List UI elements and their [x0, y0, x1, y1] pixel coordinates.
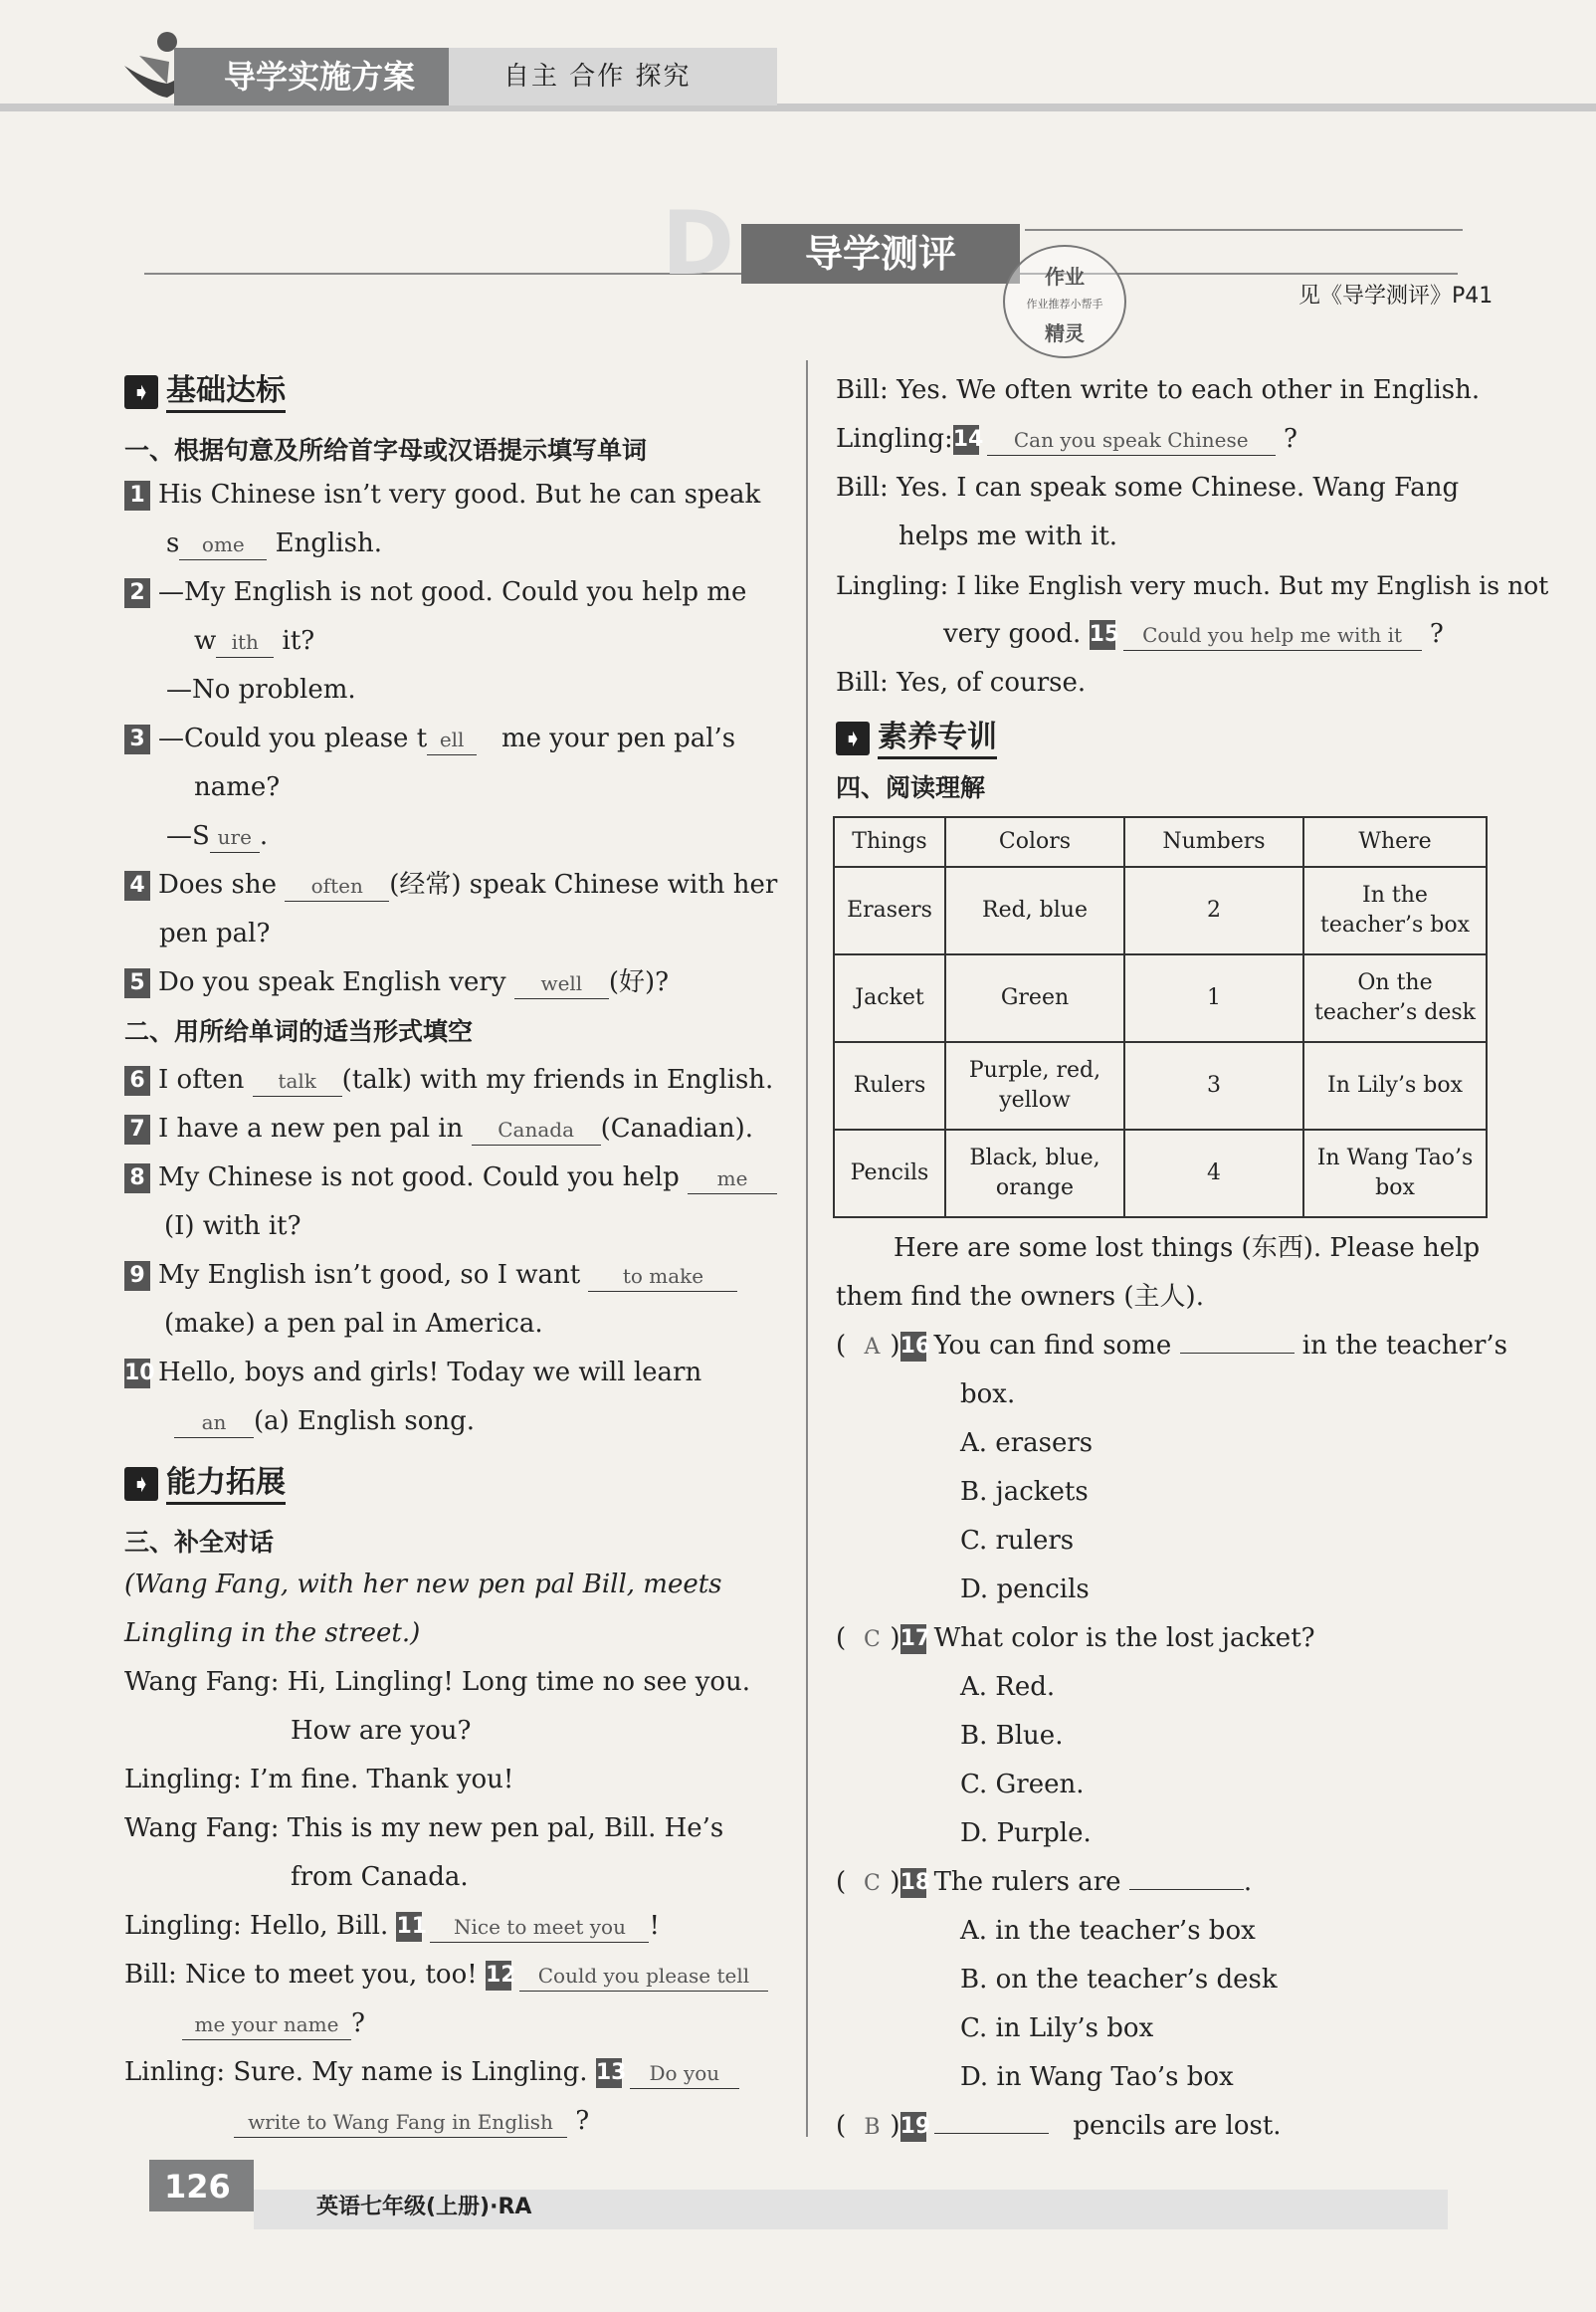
th-where: Where — [1303, 817, 1487, 867]
question-2-reply: —No problem. — [166, 675, 356, 705]
question-16-cont: box. — [960, 1379, 1016, 1409]
question-2: 2 —My English is not good. Could you help me — [124, 568, 746, 617]
question-5: 5 Do you speak English very well (好)? — [124, 958, 669, 1007]
table-header-row — [834, 817, 1487, 867]
dialog-line-5b: me your name ? — [182, 1999, 365, 2048]
header-title: 导学实施方案 — [174, 48, 449, 105]
reading-intro: Here are some lost things (东西). Please help — [894, 1233, 1481, 1263]
book-title: 英语七年级(上册)·RA — [316, 2195, 532, 2219]
page-number: 126 — [164, 2168, 231, 2206]
answer-1[interactable]: ome — [179, 529, 267, 560]
dialog-line-7: Bill: Yes. We often write to each other in English. — [836, 375, 1481, 405]
dialog-line-6: Linling: Sure. My name is Lingling. 13 Do you — [124, 2048, 739, 2097]
option[interactable]: C. rulers — [960, 1526, 1075, 1556]
question-3: 3 —Could you please t ell me your pen pal’s — [124, 715, 735, 763]
banner-letter: D — [662, 192, 735, 295]
dialog-intro-cont: Lingling in the street.) — [124, 1618, 421, 1648]
option[interactable]: C. Green. — [960, 1770, 1085, 1799]
answer-6[interactable]: talk — [253, 1066, 342, 1097]
option[interactable]: C. in Lily’s box — [960, 2013, 1154, 2043]
answer-19[interactable]: B — [864, 2115, 881, 2140]
table-row: Erasers Red, blue 2 In the teacher’s box — [834, 867, 1487, 954]
answer-13[interactable]: Do you — [630, 2058, 739, 2089]
answer-13b[interactable]: write to Wang Fang in English — [234, 2107, 567, 2138]
dialog-line-10b: very good. 15 Could you help me with it ? — [943, 619, 1444, 649]
th-numbers: Numbers — [1124, 817, 1303, 867]
option[interactable]: B. jackets — [960, 1477, 1089, 1507]
column-divider — [806, 360, 808, 2137]
option[interactable]: D. Purple. — [960, 1818, 1092, 1848]
option[interactable]: D. in Wang Tao’s box — [960, 2062, 1234, 2092]
answer-5[interactable]: well — [514, 968, 609, 999]
dialog-line-5: Bill: Nice to meet you, too! 12 Could you please tell — [124, 1951, 768, 1999]
option[interactable]: A. erasers — [960, 1428, 1094, 1458]
answer-2[interactable]: ith — [216, 627, 274, 658]
question-16: ( A )16 You can find some in the teacher’s — [836, 1322, 1507, 1371]
question-9-cont: (make) a pen pal in America. — [164, 1309, 543, 1339]
blank-18 — [1129, 1889, 1244, 1890]
answer-3[interactable]: ell — [427, 725, 477, 755]
arrow-icon: ➧ — [124, 375, 158, 409]
dialog-line-9: Bill: Yes. I can speak some Chinese. Wang Fang — [836, 473, 1460, 503]
reading-intro-cont: them find the owners (主人). — [836, 1282, 1204, 1312]
option[interactable]: A. Red. — [960, 1672, 1056, 1702]
dialog-intro: (Wang Fang, with her new pen pal Bill, meets — [124, 1570, 722, 1599]
header-tags: 自主 合作 探究 — [449, 48, 777, 105]
answer-7[interactable]: Canada — [472, 1115, 601, 1146]
answer-17[interactable]: C — [864, 1627, 881, 1652]
option[interactable]: B. Blue. — [960, 1721, 1064, 1751]
section-basic: ➧ 基础达标 — [124, 366, 286, 415]
part-1-heading: 一、根据句意及所给首字母或汉语提示填写单词 — [124, 436, 648, 465]
reference-note: 见《导学测评》P41 — [1298, 284, 1494, 309]
question-18: ( C )18 The rulers are . — [836, 1858, 1252, 1908]
dialog-line-10: Lingling: I like English very much. But my English is not — [836, 571, 1549, 600]
arrow-icon: ➧ — [836, 722, 870, 755]
question-17: ( C )17 What color is the lost jacket? — [836, 1614, 1315, 1664]
dialog-line-4: Lingling: Hello, Bill. 11 Nice to meet you ! — [124, 1911, 660, 1941]
question-7: 7 I have a new pen pal in Canada (Canadian). — [124, 1105, 753, 1154]
option[interactable]: B. on the teacher’s desk — [960, 1965, 1278, 1995]
dialog-line-9b: helps me with it. — [898, 522, 1118, 551]
answer-9[interactable]: to make — [588, 1261, 737, 1292]
stamp-logo: 作业 作业推荐小帮手 精灵 — [1003, 245, 1126, 358]
question-9: 9 My English isn’t good, so I want to make — [124, 1251, 737, 1300]
question-2-cont: w ith it? — [194, 626, 315, 656]
dialog-line-3: Wang Fang: This is my new pen pal, Bill. He’s — [124, 1813, 724, 1843]
banner-title: 导学测评 — [741, 224, 1020, 284]
question-1-cont: s ome English. — [166, 528, 382, 558]
part-3-heading: 三、补全对话 — [124, 1528, 275, 1557]
answer-8[interactable]: me — [688, 1163, 777, 1194]
answer-15[interactable]: Could you help me with it — [1123, 620, 1422, 651]
section-extend: ➧ 能力拓展 — [124, 1458, 286, 1507]
answer-16[interactable]: A — [864, 1335, 881, 1360]
answer-3b[interactable]: ure — [210, 822, 260, 853]
arrow-icon: ➧ — [124, 1467, 158, 1501]
option[interactable]: A. in the teacher’s box — [960, 1916, 1256, 1946]
question-8-cont: (I) with it? — [164, 1211, 301, 1241]
question-4-cont: pen pal? — [159, 919, 271, 948]
question-10-cont: an (a) English song. — [174, 1397, 475, 1446]
question-19: ( B )19 pencils are lost. — [836, 2102, 1282, 2152]
answer-11[interactable]: Nice to meet you — [430, 1912, 649, 1943]
table-row: Rulers Purple, red, yellow 3 In Lily’s box — [834, 1042, 1487, 1130]
answer-14[interactable]: Can you speak Chinese — [987, 425, 1276, 456]
answer-4[interactable]: often — [285, 871, 389, 902]
question-1: 1 His Chinese isn’t very good. But he can speak — [124, 471, 760, 520]
dialog-line-6b: write to Wang Fang in English ? — [234, 2097, 589, 2146]
question-8: 8 My Chinese is not good. Could you help me — [124, 1154, 777, 1202]
table-row: Pencils Black, blue, orange 4 In Wang Tao’s box — [834, 1130, 1487, 1217]
th-things: Things — [834, 817, 945, 867]
blank-19 — [934, 2133, 1049, 2134]
banner-rule-top — [1025, 229, 1463, 231]
part-4-heading: 四、阅读理解 — [836, 773, 986, 802]
answer-10[interactable]: an — [174, 1407, 254, 1438]
dialog-line-1: Wang Fang: Hi, Lingling! Long time no see you. — [124, 1667, 751, 1697]
answer-18[interactable]: C — [864, 1871, 881, 1896]
question-4: 4 Does she often (经常) speak Chinese with her — [124, 861, 777, 910]
dialog-line-8: Lingling:14 Can you speak Chinese ? — [836, 424, 1297, 454]
question-10: 10 Hello, boys and girls! Today we will learn — [124, 1358, 702, 1387]
dialog-line-2: Lingling: I’m fine. Thank you! — [124, 1765, 514, 1794]
table-row: Jacket Green 1 On the teacher’s desk — [834, 954, 1487, 1042]
question-3-cont: name? — [194, 772, 281, 802]
part-2-heading: 二、用所给单词的适当形式填空 — [124, 1017, 474, 1046]
th-colors: Colors — [945, 817, 1124, 867]
blank-16 — [1180, 1353, 1295, 1354]
lost-things-table — [833, 816, 1488, 1218]
question-6: 6 I often talk (talk) with my friends in English. — [124, 1056, 773, 1105]
dialog-line-3b: from Canada. — [291, 1862, 469, 1892]
option[interactable]: D. pencils — [960, 1575, 1090, 1604]
answer-12[interactable]: Could you please tell — [519, 1961, 768, 1992]
dialog-line-1b: How are you? — [291, 1716, 472, 1746]
dialog-line-11: Bill: Yes, of course. — [836, 668, 1087, 698]
section-literacy: ➧ 素养专训 — [836, 713, 997, 761]
answer-12b[interactable]: me your name — [182, 2009, 351, 2040]
question-3-reply: —S ure . — [166, 821, 269, 851]
